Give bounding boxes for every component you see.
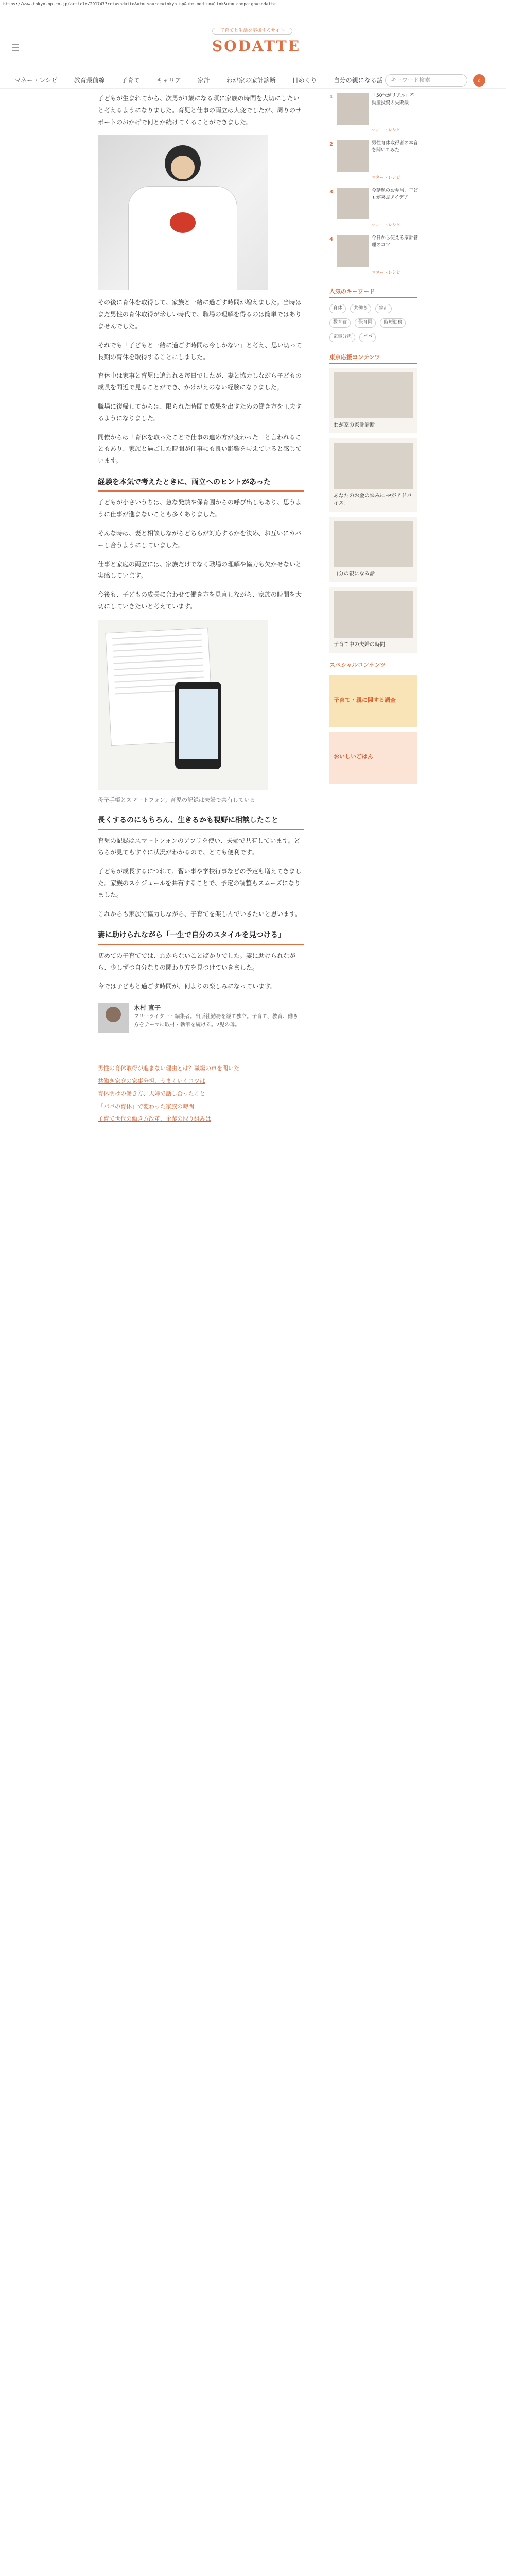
- article-paragraph: 初めての子育てでは、わからないことばかりでした。妻に助けられながら、少しずつ自分なりの関わり方を見つけていきました。: [98, 952, 296, 971]
- article-paragraph: 育児の記録はスマートフォンのアプリを使い、夫婦で共有しています。どちらが見てもすぐに状況がわかるので、とても便利です。: [98, 837, 301, 856]
- keyword-tag[interactable]: 家事分担: [329, 333, 355, 342]
- browser-url[interactable]: https://www.tokyo-np.co.jp/article/291747?rct=sodatte&utm_source=tokyo_np&utm_medium=link&utm_campaign=sodatte: [0, 0, 506, 21]
- special-banner[interactable]: 子育て・親に関する調査: [329, 675, 417, 727]
- article-paragraph: これからも家族で協力しながら、子育てを楽しんでいきたいと思います。: [98, 910, 302, 918]
- photo-caption: 母子手帳とスマートフォン。育児の記録は夫婦で共有している: [98, 796, 256, 803]
- article-paragraph: 子どもが生まれてから、次男が1歳になる頃に家族の時間を大切にしたいと考えるようになりました。育児と仕事の両立は大変でしたが、周りのサポートのおかげで何とか続けてくることができました。: [98, 95, 302, 126]
- handbook-photo: [98, 620, 268, 790]
- keyword-tag[interactable]: 時短勤務: [380, 318, 406, 328]
- keyword-tag[interactable]: 家計: [375, 304, 392, 313]
- ranking-item[interactable]: 2 男性育休取得者の本音を聞いてみた マネー・レシピ: [329, 141, 418, 180]
- ranking-item[interactable]: 4 今日から使える家計管理のコツ マネー・レシピ: [329, 235, 418, 275]
- keyword-tag[interactable]: 育休: [329, 304, 346, 313]
- article-paragraph: 子どもが小さいうちは、急な発熱や保育園からの呼び出しもあり、思うように仕事が進まないことも多くありました。: [98, 499, 302, 518]
- article-paragraph: 子どもが成長するにつれて、習い事や学校行事などの予定も増えてきました。家族のスケジュールを共有することで、予定の調整もスムーズになりました。: [98, 868, 302, 899]
- keyword-heading: 人気のキーワード: [329, 286, 417, 298]
- sidebar: [329, 93, 417, 789]
- content-card[interactable]: わが家の家計診断: [329, 368, 417, 433]
- section-heading: 妻に助けられながら「一生で自分のスタイルを見つける」: [98, 929, 304, 945]
- related-link[interactable]: 「パパの育休」で変わった家族の時間: [98, 1103, 194, 1110]
- keyword-tag[interactable]: パパ: [359, 333, 376, 342]
- global-nav: [0, 72, 506, 89]
- site-tagline: 子育てと生活を応援するサイト: [212, 28, 292, 35]
- site-logo[interactable]: [212, 28, 301, 56]
- article-paragraph: 今後も、子どもの成長に合わせて働き方を見直しながら、家族の時間を大切にしていきたいと考えています。: [98, 591, 302, 611]
- author-avatar: [98, 1003, 129, 1033]
- keyword-tag[interactable]: 共働き: [350, 304, 371, 313]
- article-paragraph: それでも「子どもと一緒に過ごす時間は今しかない」と考え、思い切って長期の育休を取得することにしました。: [98, 341, 302, 361]
- interview-photo: [98, 135, 268, 290]
- special-banner[interactable]: おいしいごはん: [329, 732, 417, 784]
- article-paragraph: 職場に復帰してからは、限られた時間で成果を出すための働き方を工夫するようになりました。: [98, 402, 302, 422]
- related-link[interactable]: 育休明けの働き方、夫婦で話し合ったこと: [98, 1090, 205, 1097]
- content-card[interactable]: あなたのお金の悩みにFPがアドバイス！: [329, 438, 417, 512]
- content-card[interactable]: 子育て中の夫婦の時間: [329, 587, 417, 653]
- ranking-item[interactable]: 1 「50代がリアル」不動産投資の失敗談 マネー・レシピ: [329, 93, 415, 132]
- menu-icon[interactable]: ☰: [11, 43, 20, 54]
- article-paragraph: 今では子どもと過ごす時間が、何よりの楽しみになっています。: [98, 982, 277, 990]
- nav-item[interactable]: わが家の家計診断: [226, 77, 276, 84]
- author-name: 木村 直子: [134, 1004, 161, 1012]
- keyword-tag[interactable]: 教育費: [329, 318, 351, 328]
- nav-item[interactable]: 自分の親になる話: [333, 77, 383, 84]
- ranking-item[interactable]: 3 今話題のお弁当、子どもが喜ぶアイデア マネー・レシピ: [329, 188, 418, 227]
- nav-item[interactable]: マネー・レシピ: [14, 77, 58, 84]
- nav-item[interactable]: キャリア: [156, 77, 181, 84]
- content-heading: 東京応援コンテンツ: [329, 352, 417, 364]
- logo-text: SODATTE: [212, 37, 301, 55]
- section-heading: 長くするのにもちろん、生きるかも視野に相談したこと: [98, 814, 304, 830]
- article-paragraph: その後に育休を取得して、家族と一緒に過ごす時間が増えました。当時はまだ男性の育休取得が珍しい時代で、職場の理解を得るのは簡単ではありませんでした。: [98, 299, 302, 330]
- search-input[interactable]: キーワード検索: [385, 74, 467, 87]
- article-paragraph: 育休中は家事と育児に追われる毎日でしたが、妻と協力しながら子どもの成長を間近で見ることができ、かけがえのない経験になりました。: [98, 372, 302, 392]
- article-body: [98, 93, 304, 1128]
- content-card[interactable]: 自分の親になる話: [329, 517, 417, 582]
- related-link[interactable]: 男性の育休取得が進まない理由とは？職場の声を聞いた: [98, 1065, 239, 1072]
- related-link[interactable]: 共働き家庭の家事分担、うまくいくコツは: [98, 1077, 205, 1084]
- article-paragraph: そんな時は、妻と相談しながらどちらが対応するかを決め、お互いにカバーし合うようにしていました。: [98, 530, 302, 549]
- article-paragraph: 同僚からは「育休を取ったことで仕事の進め方が変わった」と言われることもあり、家族と過ごした時間が仕事にも良い影響を与えていると感じています。: [98, 433, 302, 465]
- keyword-tag[interactable]: 保育園: [355, 318, 376, 328]
- author-box: [98, 1003, 304, 1059]
- author-bio: フリーライター・編集者。出版社勤務を経て独立。子育て、教育、働き方をテーマに取材・執筆を続ける。2児の母。: [134, 1014, 299, 1028]
- nav-item[interactable]: 子育て: [121, 77, 140, 84]
- search-icon[interactable]: ⌕: [473, 74, 485, 87]
- section-heading: 経験を本気で考えたときに、両立へのヒントがあった: [98, 476, 304, 492]
- nav-item[interactable]: 日めくり: [292, 77, 317, 84]
- nav-item[interactable]: 家計: [197, 77, 210, 84]
- keyword-list: [329, 302, 417, 345]
- related-links: [98, 1064, 304, 1124]
- nav-item[interactable]: 教育最前線: [74, 77, 105, 84]
- article-paragraph: 仕事と家庭の両立には、家族だけでなく職場の理解や協力も欠かせないと実感しています。: [98, 560, 302, 580]
- related-link[interactable]: 子育て世代の働き方改革、企業の取り組みは: [98, 1115, 211, 1123]
- special-heading: スペシャルコンテンツ: [329, 660, 417, 671]
